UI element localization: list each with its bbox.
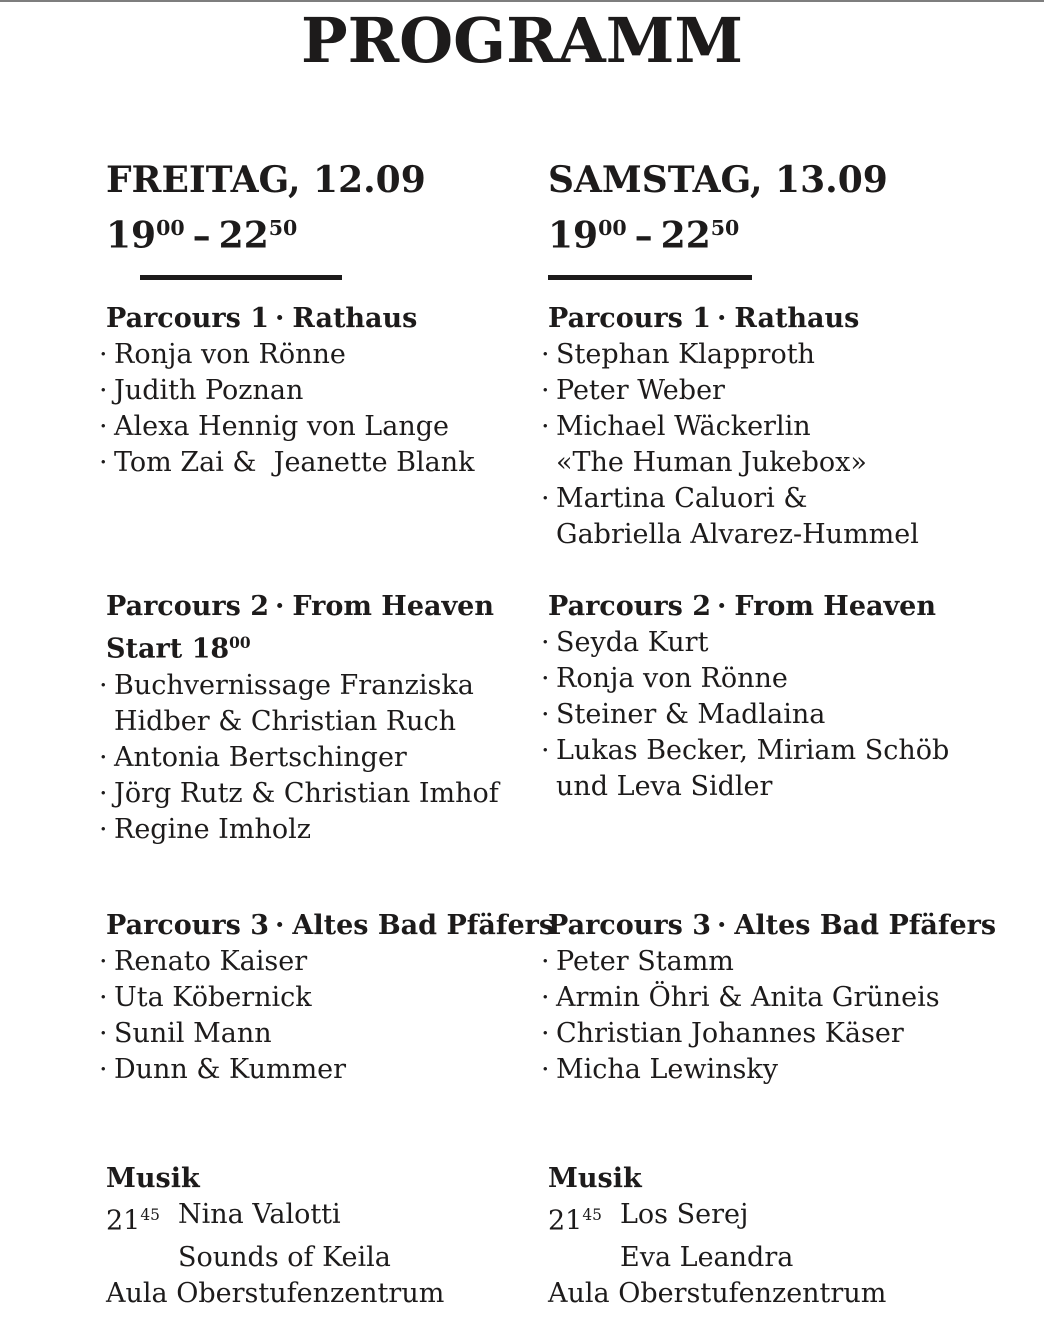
list-item — [99, 1016, 548, 1052]
start-hour: 18 — [191, 633, 230, 665]
section-header — [548, 301, 1044, 337]
item-text: Ronja von Rönne — [114, 339, 346, 370]
bullet-icon: · — [99, 741, 108, 773]
item-text: Christian Johannes Käser — [556, 1018, 904, 1049]
item-text: Tom Zai & Jeanette Blank — [114, 447, 475, 478]
day-title: FREITAG, 12.09 — [106, 159, 426, 201]
section-header — [548, 908, 1044, 944]
item-text: Martina Caluori & — [556, 483, 808, 514]
bullet-icon: · — [541, 375, 550, 406]
section-items — [541, 944, 1044, 1088]
bullet-icon: · — [541, 699, 550, 730]
list-item — [99, 668, 548, 740]
bullet-icon: · — [541, 627, 550, 658]
day-header-friday — [106, 156, 548, 301]
time-end-minutes: 50 — [710, 216, 740, 240]
section-name: Parcours 2 — [548, 591, 711, 622]
day-time-range — [106, 204, 548, 260]
section-items — [99, 668, 548, 848]
musik-row — [106, 1197, 548, 1240]
section-friday-parcours-2 — [99, 589, 548, 908]
section-separator: · — [275, 910, 285, 941]
section-friday-parcours-1 — [99, 301, 548, 589]
musik-venue: Aula Oberstufenzentrum — [548, 1277, 887, 1309]
musik-heading: Musik — [106, 1163, 200, 1194]
musik-act: Los Serej — [620, 1199, 749, 1230]
list-item — [99, 337, 548, 373]
section-header — [106, 589, 548, 625]
list-item — [541, 661, 1044, 697]
program-grid — [0, 156, 1044, 1312]
musik-act: Eva Leandra — [620, 1241, 794, 1273]
bullet-icon: · — [99, 982, 108, 1013]
time-dash: – — [192, 214, 211, 257]
time-end-hour: 22 — [218, 214, 269, 257]
section-subtitle — [106, 625, 548, 668]
bullet-icon: · — [99, 813, 108, 845]
section-separator: · — [717, 910, 727, 941]
section-header — [106, 908, 555, 944]
item-text-continuation: und Leva Sidler — [556, 771, 773, 802]
section-saturday-parcours-1 — [541, 301, 1044, 589]
list-item — [541, 625, 1044, 661]
musik-heading: Musik — [548, 1163, 642, 1194]
item-text-continuation: Hidber & Christian Ruch — [114, 705, 457, 737]
bullet-icon: · — [541, 1018, 550, 1049]
list-item — [99, 373, 548, 409]
item-text: Dunn & Kummer — [114, 1054, 347, 1085]
page-top-edge — [0, 0, 1044, 2]
section-separator: · — [717, 591, 727, 622]
musik-time-minutes: 45 — [582, 1206, 602, 1224]
bullet-icon: · — [99, 339, 108, 370]
section-venue: Altes Bad Pfäfers — [292, 910, 555, 941]
start-label: Start — [106, 633, 183, 665]
musik-time-hour: 21 — [548, 1205, 583, 1237]
musik-row — [106, 1240, 548, 1276]
item-text: Renato Kaiser — [114, 946, 308, 977]
day-title: SAMSTAG, 13.09 — [548, 159, 888, 201]
musik-act: Nina Valotti — [178, 1199, 341, 1230]
section-items — [99, 944, 548, 1088]
section-header — [548, 589, 1044, 625]
section-venue: Rathaus — [734, 303, 860, 334]
item-text: Lukas Becker, Miriam Schöb — [556, 735, 950, 766]
item-text: Peter Weber — [556, 375, 725, 406]
bullet-icon: · — [541, 483, 550, 514]
musik-time-hour: 21 — [106, 1205, 141, 1237]
item-text: Uta Köbernick — [114, 982, 312, 1013]
musik-section-saturday — [548, 1161, 1044, 1312]
musik-row — [548, 1240, 1044, 1276]
musik-venue: Aula Oberstufenzentrum — [106, 1277, 445, 1309]
musik-time-spacer — [106, 1240, 178, 1276]
section-items — [541, 625, 1044, 805]
bullet-icon: · — [541, 982, 550, 1013]
list-item — [541, 373, 1044, 409]
item-text: Alexa Hennig von Lange — [114, 411, 449, 442]
item-text: Regine Imholz — [114, 813, 311, 845]
bullet-icon: · — [541, 946, 550, 977]
bullet-icon: · — [99, 1018, 108, 1049]
item-text: Judith Poznan — [114, 375, 304, 406]
section-saturday-parcours-3 — [541, 908, 1044, 1161]
item-text-continuation: «The Human Jukebox» — [556, 447, 867, 478]
time-start-hour: 19 — [106, 214, 157, 257]
divider-rule — [548, 275, 752, 280]
item-text: Buchvernissage Franziska — [114, 669, 474, 701]
section-venue: From Heaven — [292, 591, 494, 622]
start-minutes: 00 — [229, 634, 251, 652]
item-text: Michael Wäckerlin — [556, 411, 811, 442]
section-name: Parcours 3 — [106, 910, 269, 941]
list-item — [541, 980, 1044, 1016]
musik-time — [106, 1197, 178, 1240]
section-separator: · — [275, 303, 285, 334]
list-item — [99, 1052, 548, 1088]
item-text: Peter Stamm — [556, 946, 734, 977]
section-separator: · — [717, 303, 727, 334]
item-text-continuation: Gabriella Alvarez-Hummel — [556, 519, 919, 550]
divider-rule — [140, 275, 342, 280]
page-title: PROGRAMM — [301, 4, 743, 77]
list-item — [541, 1052, 1044, 1088]
day-header-saturday — [548, 156, 1044, 301]
section-venue: From Heaven — [734, 591, 936, 622]
list-item — [99, 944, 548, 980]
section-separator: · — [275, 591, 285, 622]
section-name: Parcours 1 — [106, 303, 269, 334]
item-text: Antonia Bertschinger — [114, 741, 407, 773]
bullet-icon: · — [99, 1054, 108, 1085]
item-text: Sunil Mann — [114, 1018, 272, 1049]
bullet-icon: · — [99, 669, 108, 701]
time-end-hour: 22 — [660, 214, 711, 257]
list-item — [99, 409, 548, 445]
bullet-icon: · — [99, 411, 108, 442]
list-item — [541, 733, 1044, 805]
list-item — [99, 980, 548, 1016]
time-dash: – — [634, 214, 653, 257]
section-venue: Rathaus — [292, 303, 418, 334]
bullet-icon: · — [541, 1054, 550, 1085]
section-name: Parcours 3 — [548, 910, 711, 941]
section-friday-parcours-3 — [99, 908, 555, 1161]
bullet-icon: · — [99, 375, 108, 406]
item-text: Ronja von Rönne — [556, 663, 788, 694]
musik-section-friday — [106, 1161, 548, 1312]
item-text: Micha Lewinsky — [556, 1054, 778, 1085]
time-start-minutes: 00 — [156, 216, 185, 240]
musik-time — [548, 1197, 620, 1240]
item-text: Seyda Kurt — [556, 627, 709, 658]
bullet-icon: · — [99, 447, 108, 478]
list-item — [99, 776, 548, 812]
section-items — [99, 337, 548, 481]
time-end-minutes: 50 — [268, 216, 298, 240]
list-item — [541, 409, 1044, 481]
item-text: Steiner & Madlaina — [556, 699, 826, 730]
item-text: Armin Öhri & Anita Grüneis — [556, 982, 940, 1013]
day-time-range — [548, 204, 1044, 260]
list-item — [541, 337, 1044, 373]
list-item — [541, 944, 1044, 980]
list-item — [541, 481, 1044, 553]
time-start-hour: 19 — [548, 214, 599, 257]
musik-time-spacer — [548, 1240, 620, 1276]
list-item — [99, 445, 548, 481]
section-items — [541, 337, 1044, 553]
bullet-icon: · — [99, 946, 108, 977]
list-item — [99, 740, 548, 776]
list-item — [541, 1016, 1044, 1052]
section-name: Parcours 1 — [548, 303, 711, 334]
bullet-icon: · — [541, 339, 550, 370]
section-saturday-parcours-2 — [541, 589, 1044, 908]
bullet-icon: · — [541, 735, 550, 766]
musik-row — [548, 1197, 1044, 1240]
time-start-minutes: 00 — [598, 216, 627, 240]
bullet-icon: · — [541, 411, 550, 442]
item-text: Jörg Rutz & Christian Imhof — [114, 777, 499, 809]
bullet-icon: · — [541, 663, 550, 694]
musik-time-minutes: 45 — [140, 1206, 160, 1224]
section-name: Parcours 2 — [106, 591, 269, 622]
section-venue: Altes Bad Pfäfers — [734, 910, 997, 941]
list-item — [99, 812, 548, 848]
musik-act: Sounds of Keila — [178, 1241, 391, 1273]
section-header — [106, 301, 548, 337]
item-text: Stephan Klapproth — [556, 339, 815, 370]
list-item — [541, 697, 1044, 733]
bullet-icon: · — [99, 777, 108, 809]
